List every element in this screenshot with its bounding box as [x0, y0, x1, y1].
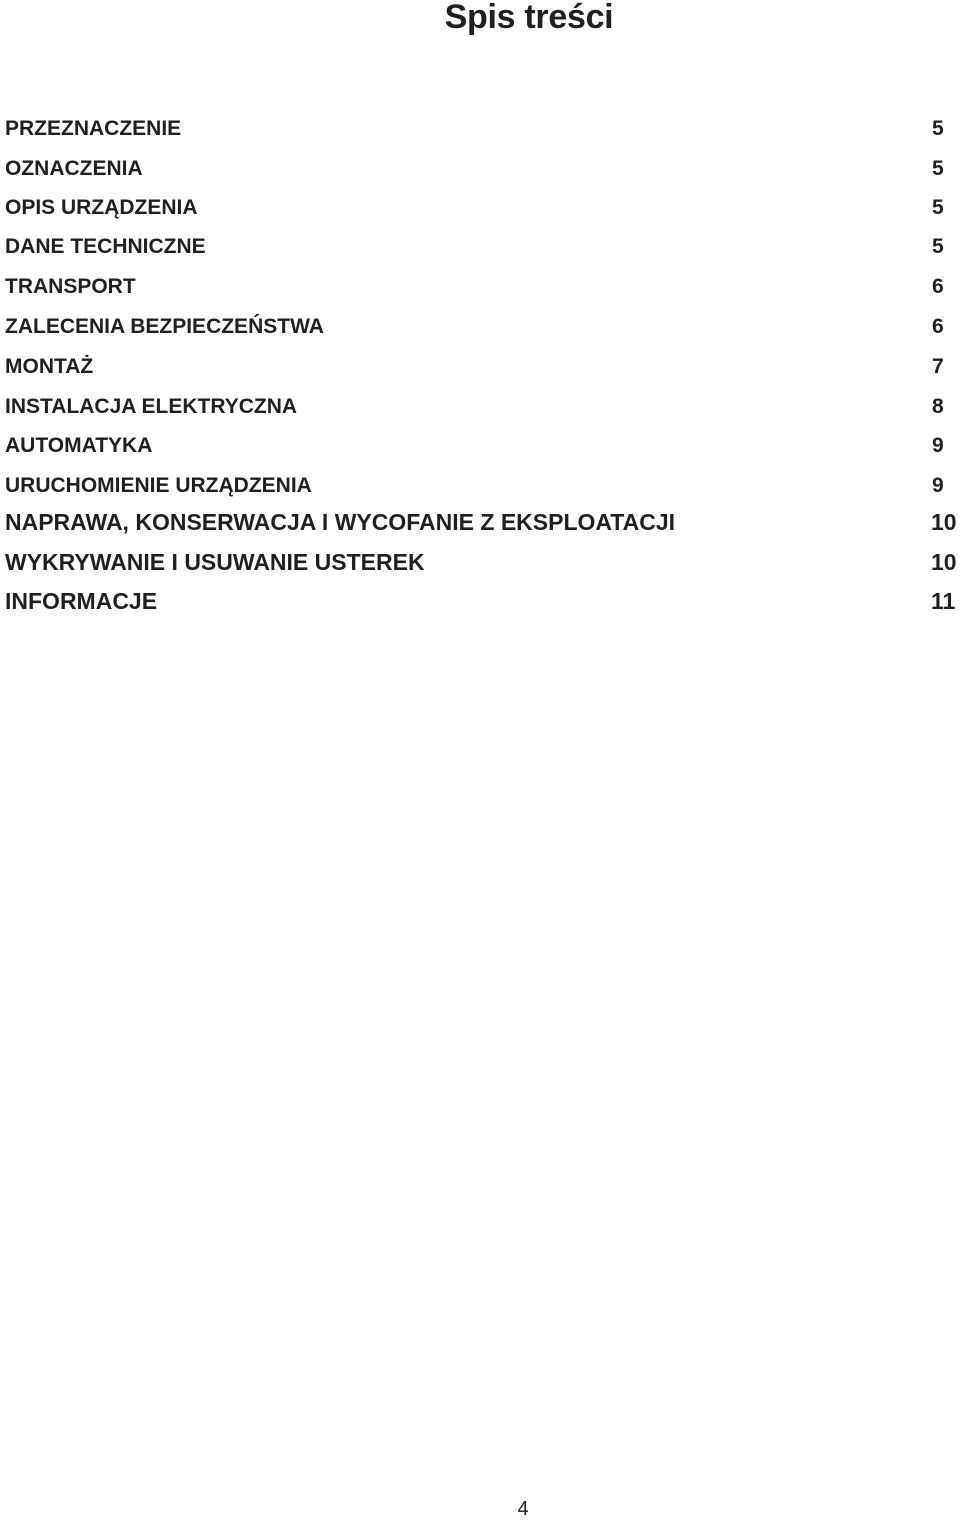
- toc-entry-informacje[interactable]: [5, 586, 955, 616]
- toc-entry-label: OZNACZENIA: [5, 157, 143, 180]
- toc-entry-page: 5: [932, 235, 944, 258]
- toc-entry-oznaczenia[interactable]: [5, 154, 955, 184]
- page-title: Spis treści: [444, 0, 614, 36]
- toc-entry-label: TRANSPORT: [5, 275, 136, 298]
- toc-entry-label: PRZEZNACZENIE: [5, 117, 182, 140]
- toc-entry-page: 5: [932, 157, 944, 180]
- toc-entry-wykrywanie-usterek[interactable]: [5, 547, 955, 577]
- toc-entry-label: INSTALACJA ELEKTRYCZNA: [5, 395, 298, 418]
- toc-entry-page: 5: [932, 117, 944, 140]
- toc-entry-label: OPIS URZĄDZENIA: [5, 196, 198, 219]
- toc-entry-page: 6: [932, 315, 944, 338]
- toc-entry-label: ZALECENIA BEZPIECZEŃSTWA: [5, 315, 324, 338]
- toc-entry-przeznaczenie[interactable]: [5, 114, 955, 144]
- toc-entry-page: 6: [932, 275, 944, 298]
- toc-entry-label: WYKRYWANIE I USUWANIE USTEREK: [5, 549, 425, 575]
- toc-entry-page: 9: [932, 434, 944, 457]
- toc-entry-opis-urzadzenia[interactable]: [5, 193, 955, 223]
- toc-entry-instalacja-elektryczna[interactable]: [5, 392, 955, 422]
- toc-entry-page: 9: [932, 474, 944, 497]
- toc-entry-label: DANE TECHNICZNE: [5, 235, 206, 258]
- page-number: 4: [517, 1498, 529, 1520]
- toc-entry-label: INFORMACJE: [5, 588, 158, 614]
- toc-entry-naprawa-konserwacja[interactable]: [5, 507, 955, 537]
- toc-entry-montaz[interactable]: [5, 352, 955, 382]
- toc-entry-automatyka[interactable]: [5, 431, 955, 461]
- toc-entry-label: AUTOMATYKA: [5, 434, 153, 457]
- toc-entry-page: 10: [931, 509, 957, 535]
- toc-entry-transport[interactable]: [5, 272, 955, 302]
- toc-entry-page: 7: [932, 355, 944, 378]
- toc-entry-zalecenia-bezpieczenstwa[interactable]: [5, 312, 955, 342]
- toc-entry-uruchomienie-urzadzenia[interactable]: [5, 471, 955, 501]
- toc-entry-page: 10: [931, 549, 957, 575]
- toc-entry-label: NAPRAWA, KONSERWACJA I WYCOFANIE Z EKSPLOATACJI: [5, 509, 676, 535]
- toc-entry-dane-techniczne[interactable]: [5, 232, 955, 262]
- toc-entry-label: MONTAŻ: [5, 355, 94, 378]
- toc-entry-label: URUCHOMIENIE URZĄDZENIA: [5, 474, 312, 497]
- toc-entry-page: 11: [931, 588, 956, 614]
- toc-entry-page: 5: [932, 196, 944, 219]
- toc-entry-page: 8: [932, 395, 944, 418]
